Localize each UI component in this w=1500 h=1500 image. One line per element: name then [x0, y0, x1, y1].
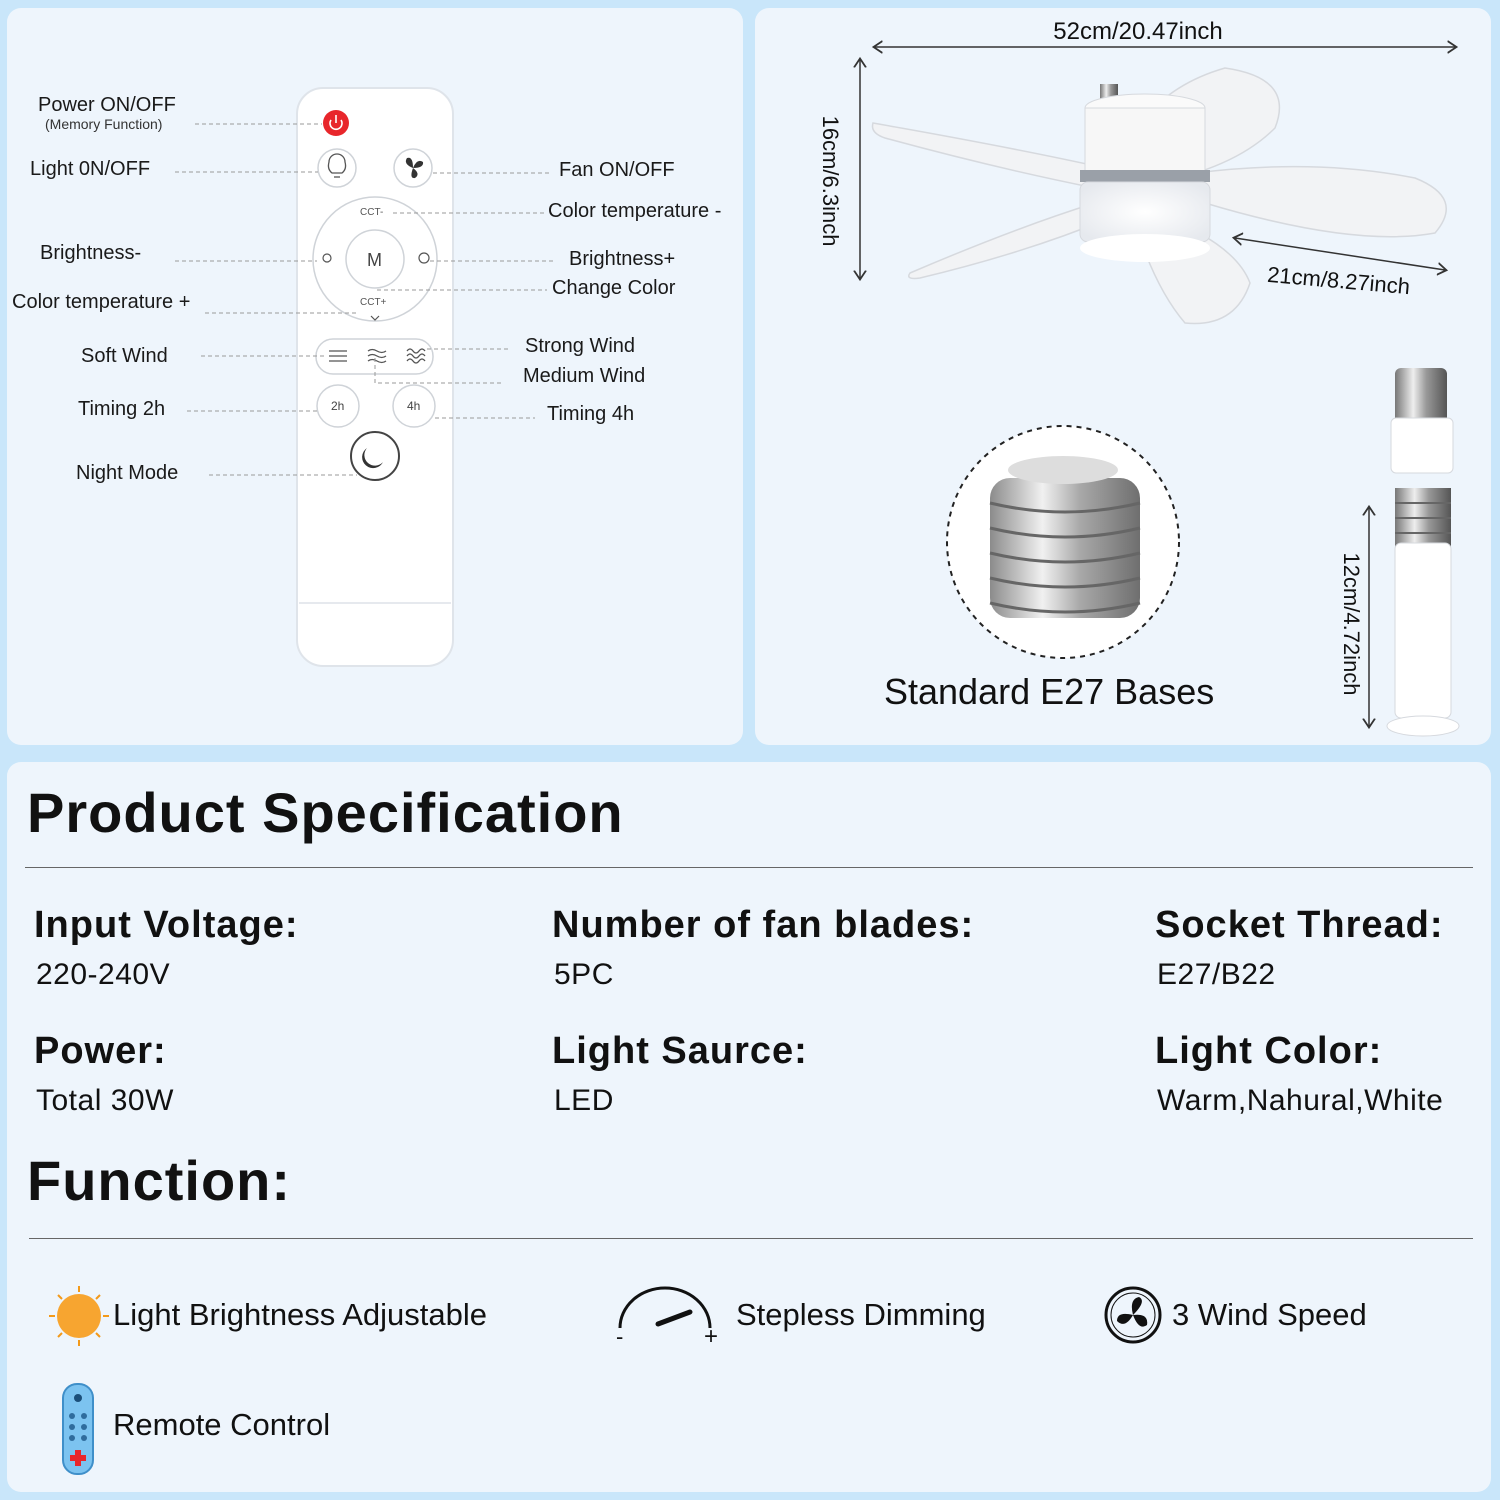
spec-label-socket: Socket Thread: — [1155, 904, 1444, 946]
spec-panel — [7, 762, 1491, 1492]
fan-panel — [755, 8, 1491, 745]
spec-value-socket: E27/B22 — [1157, 958, 1276, 991]
mode-button-text: M — [367, 250, 382, 270]
height-dimension: 16cm/6.3inch — [818, 115, 843, 247]
label-brightness-minus: Brightness- — [40, 242, 142, 264]
extension-adapter — [1395, 543, 1451, 718]
label-power-sub: (Memory Function) — [45, 116, 163, 132]
label-medium-wind: Medium Wind — [523, 365, 646, 387]
spec-value-source: LED — [554, 1084, 614, 1117]
spec-heading: Product Specification — [27, 781, 624, 844]
remote-panel — [7, 8, 743, 745]
timer-4h-text: 4h — [407, 399, 421, 413]
width-dimension: 52cm/20.47inch — [1053, 18, 1223, 45]
label-cct-minus: Color temperature - — [548, 200, 722, 222]
e27-base-label: Standard E27 Bases — [884, 671, 1215, 712]
label-timing-2h: Timing 2h — [78, 398, 166, 420]
feature-dimming: Stepless Dimming — [736, 1297, 986, 1332]
spec-label-voltage: Input Voltage: — [34, 904, 299, 946]
label-soft-wind: Soft Wind — [81, 345, 168, 367]
spec-divider — [25, 867, 1473, 868]
light-button — [318, 149, 356, 187]
label-fan: Fan ON/OFF — [559, 159, 675, 181]
remote-icon — [60, 1382, 96, 1478]
timer-2h-text: 2h — [331, 399, 345, 413]
function-heading: Function: — [27, 1149, 292, 1212]
feature-wind-speed: 3 Wind Speed — [1172, 1297, 1367, 1332]
sun-icon — [47, 1284, 111, 1348]
night-mode-button — [351, 432, 399, 480]
spec-value-power: Total 30W — [36, 1084, 174, 1117]
feature-brightness: Light Brightness Adjustable — [113, 1297, 487, 1332]
label-timing-4h: Timing 4h — [547, 403, 635, 425]
spec-value-voltage: 220-240V — [36, 958, 171, 991]
fan-illustration — [755, 8, 1491, 745]
feature-remote: Remote Control — [113, 1407, 331, 1442]
adapter-dimension: 12cm/4.72inch — [1339, 552, 1364, 696]
label-night-mode: Night Mode — [76, 462, 179, 484]
cct-minus-button-text: CCT- — [360, 207, 384, 218]
spec-label-blades: Number of fan blades: — [552, 904, 975, 946]
spec-label-power: Power: — [34, 1030, 167, 1072]
function-divider — [29, 1238, 1473, 1239]
label-cct-plus: Color temperature + — [12, 291, 191, 313]
spec-label-light-color: Light Color: — [1155, 1030, 1383, 1072]
spec-value-light-color: Warm,Nahural,White — [1157, 1084, 1444, 1117]
blade-dimension: 21cm/8.27inch — [1266, 261, 1412, 300]
dimmer-gauge-icon — [612, 1280, 722, 1350]
fan-icon — [1103, 1285, 1163, 1345]
spec-label-source: Light Saurce: — [552, 1030, 808, 1072]
label-brightness-plus: Brightness+ — [569, 248, 676, 270]
dimmer-minus-sign: - — [616, 1324, 624, 1349]
label-change-color: Change Color — [552, 277, 676, 299]
label-light: Light 0N/OFF — [30, 158, 151, 180]
dimmer-plus-sign: + — [704, 1323, 719, 1350]
spec-value-blades: 5PC — [554, 958, 614, 991]
cct-plus-button-text: CCT+ — [360, 297, 387, 308]
label-strong-wind: Strong Wind — [525, 335, 636, 357]
label-power: Power ON/OFF — [38, 94, 176, 116]
